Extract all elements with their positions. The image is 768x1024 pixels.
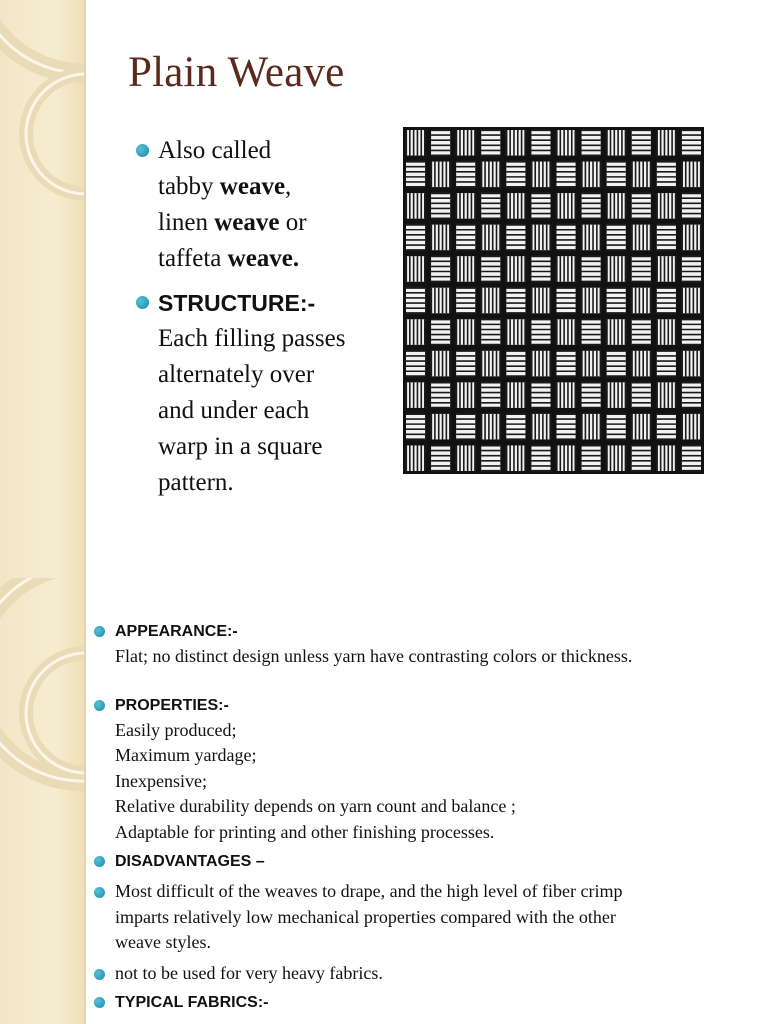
emphasis-text: weave. — [227, 245, 300, 272]
structure-line: alternately over — [158, 361, 315, 388]
details-item — [94, 991, 744, 1015]
plain-text: taffeta — [158, 245, 228, 272]
decorative-sidebar — [0, 0, 86, 578]
structure-line: and under each — [158, 397, 310, 424]
bullet-aliases — [132, 133, 392, 277]
bullet-icon — [94, 969, 105, 980]
bullet-icon — [136, 296, 149, 309]
details-item — [94, 694, 744, 846]
item-heading: DISADVANTAGES – — [115, 853, 265, 870]
decorative-circles-icon — [0, 578, 84, 1024]
emphasis-text: weave — [214, 209, 280, 236]
structure-line: Each filling passes — [158, 325, 346, 352]
item-text: Relative durability depends on yarn count and balance ; — [115, 796, 516, 816]
slide-plain-weave-details — [0, 578, 768, 1024]
decorative-sidebar — [0, 578, 86, 1024]
details-item — [94, 961, 744, 987]
aliases-line — [158, 241, 392, 277]
plain-weave-illustration — [403, 127, 704, 474]
item-text: weave styles. — [115, 932, 211, 952]
details-item — [94, 879, 744, 956]
item-text: Most difficult of the weaves to drape, and the high level of fiber crimp — [115, 881, 623, 901]
decorative-circles-icon — [0, 0, 84, 578]
plain-text: , — [285, 173, 292, 200]
plain-text: Also called — [158, 137, 272, 164]
bullet-structure — [132, 285, 392, 501]
item-text: not to be used for very heavy fabrics. — [115, 962, 383, 983]
aliases-line — [158, 133, 392, 169]
weave-pattern-icon — [403, 127, 704, 474]
bullet-list — [132, 133, 392, 509]
item-text: imparts relatively low mechanical properties compared with the other — [115, 906, 616, 927]
item-text: Maximum yardage; — [115, 745, 257, 765]
details-bullet-list — [94, 620, 744, 1020]
plain-text: linen — [158, 209, 215, 236]
details-item — [94, 620, 744, 670]
bullet-icon — [94, 626, 105, 637]
plain-text: or — [279, 209, 307, 236]
structure-line: pattern. — [158, 469, 234, 496]
structure-heading: STRUCTURE:- — [158, 290, 316, 316]
bullet-icon — [94, 856, 105, 867]
bullet-icon — [94, 997, 105, 1008]
item-text: Adaptable for printing and other finishing processes. — [115, 821, 495, 842]
plain-text: tabby — [158, 173, 220, 200]
details-item — [94, 850, 744, 874]
bullet-icon — [94, 700, 105, 711]
item-heading: PROPERTIES:- — [115, 696, 229, 714]
item-text: Inexpensive; — [115, 770, 207, 791]
page-title: Plain Weave — [128, 49, 345, 96]
item-text: Easily produced; — [115, 719, 237, 740]
aliases-line — [158, 205, 392, 241]
bullet-icon — [94, 887, 105, 898]
item-heading: TYPICAL FABRICS:- — [115, 994, 269, 1011]
bullet-icon — [136, 144, 149, 157]
aliases-line — [158, 169, 392, 205]
item-heading: APPEARANCE:- — [115, 623, 238, 640]
structure-line: warp in a square — [158, 433, 323, 460]
item-text: Flat; no distinct design unless yarn have contrasting colors or thickness. — [115, 646, 633, 666]
aliases-text — [158, 133, 392, 277]
emphasis-text: weave — [219, 173, 286, 200]
